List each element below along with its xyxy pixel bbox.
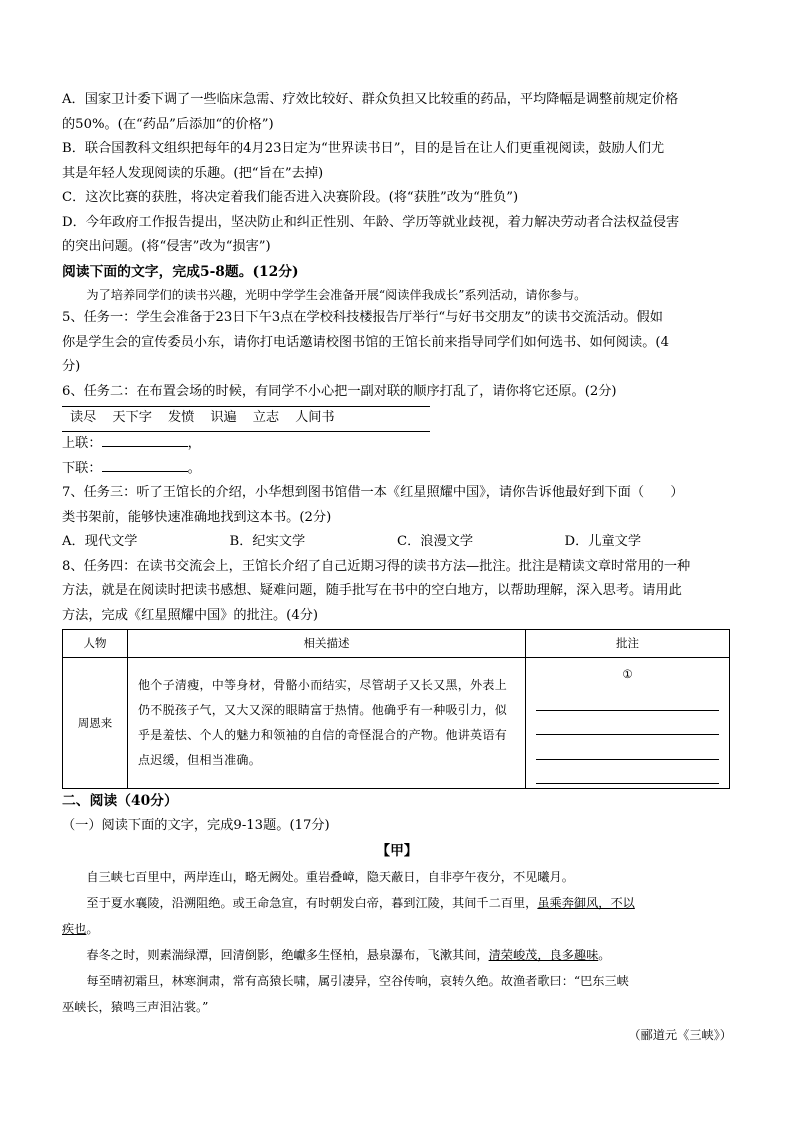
upper-couplet-blank[interactable] xyxy=(102,432,188,447)
underlined-phrase: 清荣峻茂，良多趣味 xyxy=(488,948,599,962)
q7-line2: 类书架前，能够快速准确地找到这本书。(2分) xyxy=(62,509,332,525)
passage-para-3 xyxy=(62,942,732,968)
passage-para-4-text-end: 巫峡长，猿鸣三声泪沾裳。” xyxy=(62,1000,209,1014)
couplet-word: 发愤 xyxy=(167,410,195,425)
lower-couplet-label: 下联： xyxy=(62,460,102,476)
option-d-line2: 的突出问题。(将“侵害”改为“损害”) xyxy=(62,239,271,254)
underlined-sentence-end: 疾也 xyxy=(62,922,87,936)
note-answer-line[interactable] xyxy=(536,686,719,711)
passage-para-3-end: 。 xyxy=(598,948,611,962)
passage-para-1: 自三峡七百里中，两岸连山，略无阙处。重岩叠嶂，隐天蔽日，自非亭午夜分，不见曦月。 xyxy=(86,870,574,884)
annotation-table xyxy=(62,629,730,789)
upper-couplet-label: 上联： xyxy=(62,436,102,451)
couplet-word: 读尽 xyxy=(70,410,97,425)
header-note: 批注 xyxy=(526,630,730,658)
q8-line3: 方法，完成《红星照耀中国》的批注。(4分) xyxy=(62,607,319,623)
description-cell: 他个子清瘦，中等身材，骨骼小而结实，尽管胡子又长又黑，外表上仍不脱孩子气，又大又深的眼睛富于热情。他确乎有一种吸引力，似乎是羞怯、个人的魅力和领袖的自信的奇怪混合的产物。他讲英语有点迟缓，但相当准确。 xyxy=(128,657,526,789)
person-cell: 周恩来 xyxy=(63,657,128,789)
q7-line1: 7、任务三：听了王馆长的介绍，小华想到图书馆借一本《红星照耀中国》，请你告诉他最好到下面（ ） xyxy=(62,485,684,500)
part1-intro: （一）阅读下面的文字，完成9-13题。(17分) xyxy=(62,817,330,833)
option-a-line1: A．国家卫计委下调了一些临床急需、疗效比较好、群众负担又比较重的药品，平均降幅是调整前规定价格 xyxy=(62,92,679,107)
note-marker: ① xyxy=(622,666,633,681)
option-b-line1: B．联合国教科文组织把每年的4月23日定为“世界读书日”，目的是旨在让人们更重视阅读，鼓励人们尤 xyxy=(62,141,665,156)
passage-title: 【甲】 xyxy=(376,843,418,859)
passage-source: （郦道元《三峡》） xyxy=(628,1028,732,1042)
lower-couplet-blank[interactable] xyxy=(102,457,188,472)
option-a-line2: 的50%。(在“药品”后添加“的价格”) xyxy=(62,116,274,132)
q8-line2: 方法，就是在阅读时把读书感想、疑难问题，随手批写在书中的空白地方，以帮助理解，深入思考。请用此 xyxy=(62,583,682,598)
q8-line1: 8、任务四：在读书交流会上，王馆长介绍了自己近期习得的读书方法—批注。批注是精读文章时常用的一种 xyxy=(62,558,691,574)
header-description: 相关描述 xyxy=(128,630,526,658)
q7-option-b[interactable]: B．纪实文学 xyxy=(229,534,306,549)
header-person: 人物 xyxy=(63,630,128,658)
q7-option-c[interactable]: C．浪漫文学 xyxy=(397,534,474,549)
note-answer-line[interactable] xyxy=(536,711,719,736)
couplet-words xyxy=(62,407,732,429)
upper-couplet-end: ， xyxy=(187,436,201,451)
reading-section-heading: 阅读下面的文字，完成5-8题。(12分) xyxy=(62,263,299,280)
couplet-word: 立志 xyxy=(252,410,280,425)
underlined-sentence: 虽乘奔御风，不以 xyxy=(537,896,635,910)
q6-line1: 6、任务二：在布置会场的时候，有同学不小心把一副对联的顺序打乱了，请你将它还原。(2分) xyxy=(62,383,617,399)
couplet-word: 识遍 xyxy=(210,410,237,425)
lower-couplet-end: 。 xyxy=(187,460,201,476)
q5-line3: 分) xyxy=(62,359,81,374)
passage-para-3-text: 春冬之时，则素湍绿潭，回清倒影，绝巘多生怪柏，悬泉瀑布，飞漱其间， xyxy=(86,948,489,962)
lower-couplet-row xyxy=(62,457,732,482)
passage-para-2-end: 。 xyxy=(86,922,99,936)
couplet-word: 天下字 xyxy=(112,410,152,425)
passage-para-4-text: 每至晴初霜旦，林寒涧肃，常有高猿长啸，属引凄异，空谷传响，哀转久绝。故渔者歌曰：“巴东三峡 xyxy=(86,974,629,988)
q7-option-a[interactable]: A．现代文学 xyxy=(62,534,138,549)
note-answer-line[interactable] xyxy=(536,735,719,760)
note-answer-line[interactable] xyxy=(536,760,719,785)
activity-intro: 为了培养同学们的读书兴趣，光明中学学生会准备开展“阅读伴我成长”系列活动，请你参与。 xyxy=(86,288,587,302)
q7-option-d[interactable]: D．儿童文学 xyxy=(564,534,642,549)
section2-heading: 二、阅读（40分） xyxy=(62,793,178,809)
option-b-line2: 其是年轻人发现阅读的乐趣。(把“旨在”去掉) xyxy=(62,165,324,181)
note-cell[interactable] xyxy=(526,657,730,789)
exam-page xyxy=(62,88,732,1050)
couplet-word: 人间书 xyxy=(295,410,335,425)
q5-line2: 你是学生会的宣传委员小东，请你打电话邀请校图书馆的王馆长前来指导同学们如何选书、如何阅读。(4 xyxy=(62,334,669,350)
q5-line1: 5、任务一：学生会准备于23日下午3点在学校科技楼报告厅举行“与好书交朋友”的读书交流活动。假如 xyxy=(62,310,663,325)
upper-couplet-row xyxy=(62,432,732,457)
passage-para-2-text: 至于夏水襄陵，沿溯阻绝。或王命急宣，有时朝发白帝，暮到江陵，其间千二百里， xyxy=(86,896,538,910)
passage-para-2 xyxy=(62,890,732,942)
q7-options xyxy=(62,530,732,555)
option-c-line1: C．这次比赛的获胜，将决定着我们能否进入决赛阶段。(将“获胜”改为“胜负”) xyxy=(62,190,519,205)
passage-para-4 xyxy=(62,968,732,1020)
option-d-line1: D．今年政府工作报告提出，坚决防止和纠正性别、年龄、学历等就业歧视，着力解决劳动者合法权益侵害 xyxy=(62,214,680,230)
